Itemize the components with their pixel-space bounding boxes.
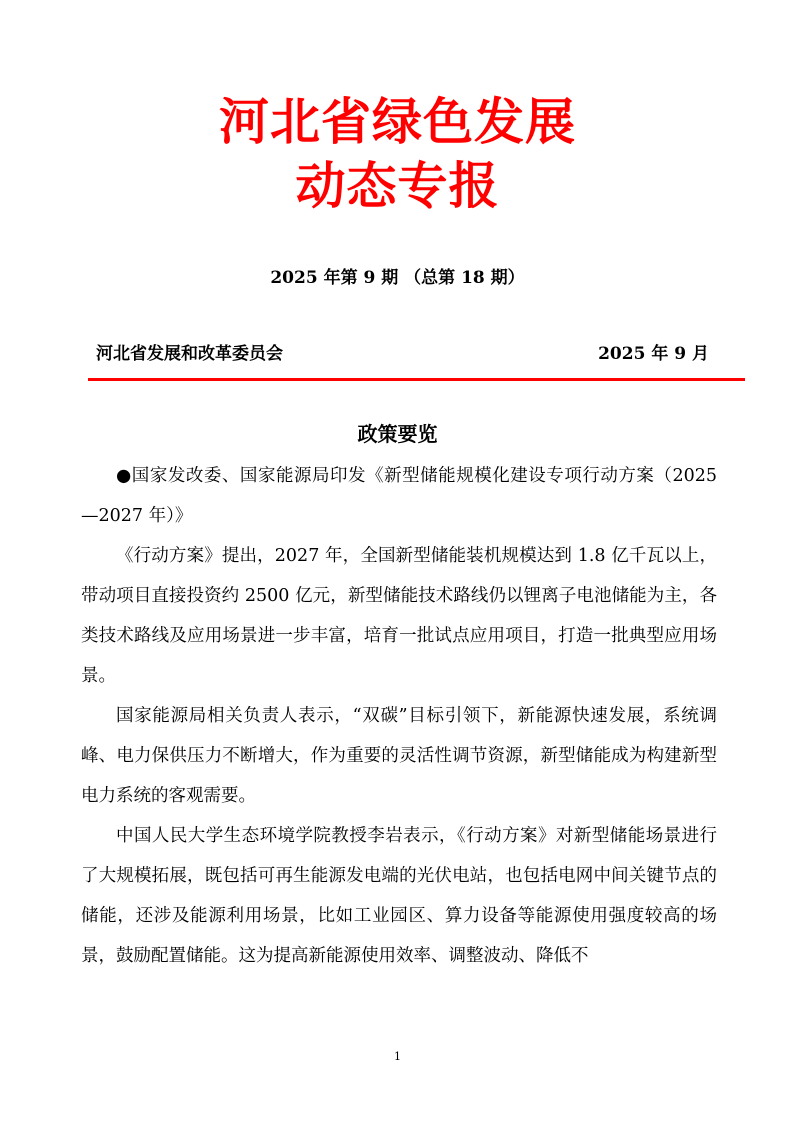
section-heading: 政策要览 (357, 422, 438, 446)
news-headline-paragraph: ●国家发改委、国家能源局印发《新型储能规模化建设专项行动方案（2025—2027 年）》 (81, 466, 717, 526)
page-number: 1 (394, 1050, 401, 1063)
body-paragraph: 《行动方案》提出，2027 年，全国新型储能装机规模达到 1.8 亿千瓦以上，带动项目直接投资约 2500 亿元，新型储能技术路线仍以锂离子电池储能为主，各类技术路线及应用场景进一步丰富，培育一批试点应用项目，打造一批典型应用场景。 (81, 546, 717, 686)
report-title-line-2: 动态专报 (295, 156, 500, 215)
red-divider-line (88, 378, 745, 381)
body-paragraph: 国家能源局相关负责人表示，“双碳”目标引领下，新能源快速发展，系统调峰、电力保供压力不断增大，作为重要的灵活性调节资源，新型储能成为构建新型电力系统的客观需要。 (81, 706, 717, 806)
article-body (81, 456, 717, 976)
issuing-organization: 河北省发展和改革委员会 (96, 344, 283, 364)
issue-number: 2025 年第 9 期 （总第 18 期） (270, 268, 525, 288)
report-title-line-1: 河北省绿色发展 (219, 92, 576, 151)
publication-date: 2025 年 9 月 (598, 344, 709, 364)
body-paragraph: 中国人民大学生态环境学院教授李岩表示，《行动方案》对新型储能场景进行了大规模拓展，既包括可再生能源发电端的光伏电站，也包括电网中间关键节点的储能，还涉及能源利用场景，比如工业园区、算力设备等能源使用强度较高的场景，鼓励配置储能。这为提高新能源使用效率、调整波动、降低不 (81, 826, 717, 966)
